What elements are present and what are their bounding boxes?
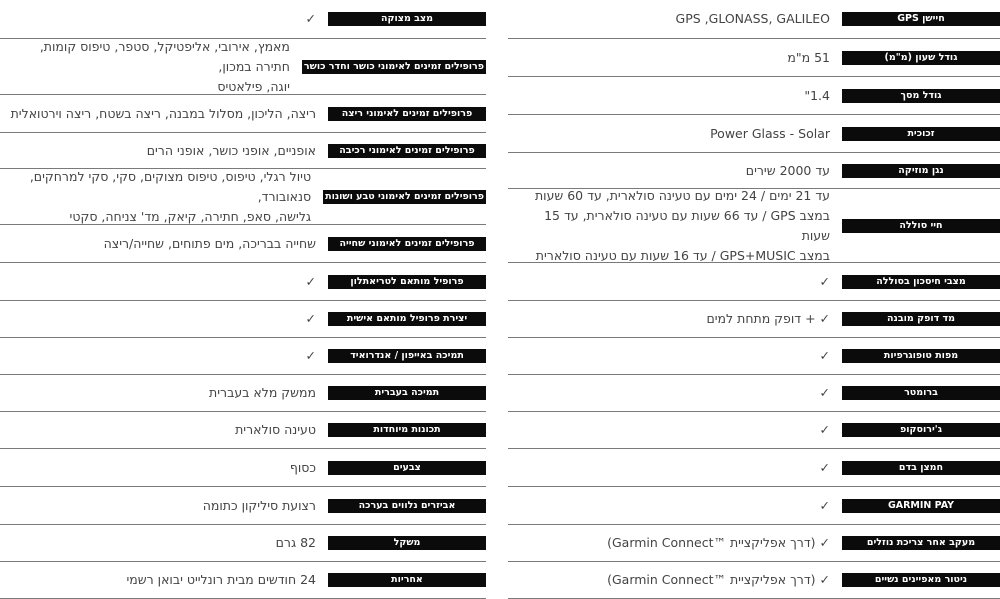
spec-label: תמיכה בעברית (328, 386, 486, 400)
spec-row-phone-support (0, 338, 486, 375)
spec-value: ✓ (819, 273, 830, 289)
spec-value: GPS ,GLONASS, GALILEO (675, 11, 830, 26)
spec-value: טעינה סולארית (235, 422, 316, 437)
spec-row-barometer (508, 375, 1000, 412)
spec-value: רצועת סיליקון כתומה (202, 497, 316, 513)
spec-row-gym-profiles (0, 39, 486, 95)
spec-value: טיול רגלי, טיפוס, טיפוס מצוקים, סקי, סקי למרחקים, סנאובורד, גלישה, סאפ, חתירה, קיאק, מד' צניחה, סקטי (29, 168, 312, 224)
spec-label: פרופילים זמינים לאימוני ריצה (328, 107, 486, 121)
spec-label: אביזרים נלווים בערכה (328, 499, 486, 513)
spec-value: ✓ (819, 385, 830, 400)
spec-label: פרופילים זמינים לאימוני כושר וחדר כושר (303, 60, 484, 72)
spec-row-warranty (0, 562, 486, 599)
spec-value: ✓ (305, 273, 316, 289)
spec-row-special-features (0, 412, 486, 449)
spec-row-custom-profile (0, 301, 486, 338)
spec-value: 51 מ"מ (787, 49, 830, 65)
spec-value: ✓ (819, 497, 830, 513)
spec-label: חיישן GPS (842, 12, 1000, 26)
spec-row-colors (0, 449, 486, 487)
spec-label: פרופילים זמינים לאימוני רכיבה (328, 144, 486, 158)
spec-row-triathlon (0, 263, 486, 301)
spec-value: ✓ (305, 11, 316, 26)
spec-row-gyroscope (508, 412, 1000, 449)
spec-row-weight (0, 525, 486, 562)
spec-label: תכונות מיוחדות (328, 423, 486, 437)
spec-value: ריצה, הליכון, מסלול במבנה, ריצה בשטח, ריצה וירטואלית (10, 105, 316, 121)
spec-label: מצב מצוקה (328, 12, 486, 26)
spec-value: 24 חודשים מבית רונלייט יבואן רשמי (126, 572, 316, 587)
spec-label: נגן מוזיקה (842, 164, 1000, 178)
spec-row-music (508, 153, 1000, 189)
spec-value: ✓ + דופק מתחת למים (706, 311, 830, 326)
spec-label: מצבי חיסכון בסוללה (842, 275, 1000, 289)
spec-row-heart-rate (508, 301, 1000, 338)
spec-value: ✓ (דרך אפליקציית ™Garmin Connect) (607, 572, 830, 587)
spec-value: ✓ (819, 422, 830, 437)
spec-label: ברומטר (842, 386, 1000, 400)
spec-value: ממשק מלא בעברית (209, 385, 316, 400)
spec-label: חיי סוללה (842, 219, 1000, 233)
spec-row-swim-profiles (0, 225, 486, 263)
spec-label: גודל מסך (842, 89, 1000, 103)
spec-value: אופניים, אופני כושר, אופני הרים (146, 142, 316, 158)
spec-label: צבעים (328, 461, 486, 475)
spec-label: GARMIN PAY (842, 499, 1000, 513)
spec-label: זכוכית (842, 127, 1000, 141)
spec-row-cycling-profiles (0, 133, 486, 169)
spec-value: עד 21 ימים / 24 ימים עם טעינה סולארית, עד 60 שעות במצב GPS / עד 66 שעות עם טעינה סולארית, עד 15 שעות במצב GPS+MUSIC / עד 16 שעות עם טעינה סולארית (534, 187, 830, 263)
spec-value: ✓ (305, 348, 316, 363)
spec-value: כסוף (289, 459, 316, 475)
spec-row-battery (508, 189, 1000, 263)
spec-row-topo-maps (508, 338, 1000, 375)
spec-label: משקל (328, 536, 486, 550)
spec-row-garmin-pay (508, 487, 1000, 525)
spec-row-screen-size (508, 77, 1000, 115)
spec-value: עד 2000 שירים (745, 162, 830, 178)
spec-value: ✓ (819, 459, 830, 475)
spec-value: שחייה בבריכה, מים פתוחים, שחייה/ריצה (103, 235, 316, 251)
spec-row-outdoor-profiles (0, 169, 486, 225)
spec-row-watch-size (508, 39, 1000, 77)
spec-label: פרופילים זמינים לאימוני טבע ושונות (325, 190, 484, 202)
spec-label: פרופיל מותאם לטריאתלון (328, 275, 486, 289)
spec-label: מפות טופוגרפיות (842, 349, 1000, 363)
spec-label: תמיכה באייפון / אנדרואיד (328, 349, 486, 363)
spec-value: Power Glass - Solar (710, 125, 830, 141)
spec-value: ✓ (דרך אפליקציית ™Garmin Connect) (607, 535, 830, 550)
spec-row-accessories (0, 487, 486, 525)
spec-value: ✓ (305, 311, 316, 326)
spec-row-running-profiles (0, 95, 486, 133)
spec-row-hydration (508, 525, 1000, 562)
spec-row-gps (508, 0, 1000, 39)
spec-label: חמצן בדם (842, 461, 1000, 475)
spec-label: ניטור מאפיינים נשיים (842, 573, 1000, 587)
spec-label: גודל שעון (מ"מ) (842, 51, 1000, 65)
spec-row-hebrew (0, 375, 486, 412)
spec-value: מאמץ, אירובי, אליפטיקל, סטפר, טיפוס קומות, חתירה במכון, יוגה, פילאטיס (39, 38, 290, 94)
spec-label: פרופילים זמינים לאימוני שחייה (328, 237, 486, 251)
spec-label: מד דופק מובנה (842, 312, 1000, 326)
spec-value: ✓ (819, 348, 830, 363)
spec-row-sos (0, 0, 486, 39)
spec-label: ג'ירוסקופ (842, 423, 1000, 437)
spec-row-womens-health (508, 562, 1000, 599)
spec-label: מעקב אחר צריכת נוזלים (842, 536, 1000, 550)
spec-row-glass (508, 115, 1000, 153)
spec-value: 82 גרם (275, 535, 316, 550)
spec-label: יצירת פרופיל מותאם אישית (328, 312, 486, 326)
spec-value: 1.4" (804, 87, 830, 103)
spec-row-battery-saver (508, 263, 1000, 301)
spec-label: אחריות (328, 573, 486, 587)
spec-row-blood-oxygen (508, 449, 1000, 487)
